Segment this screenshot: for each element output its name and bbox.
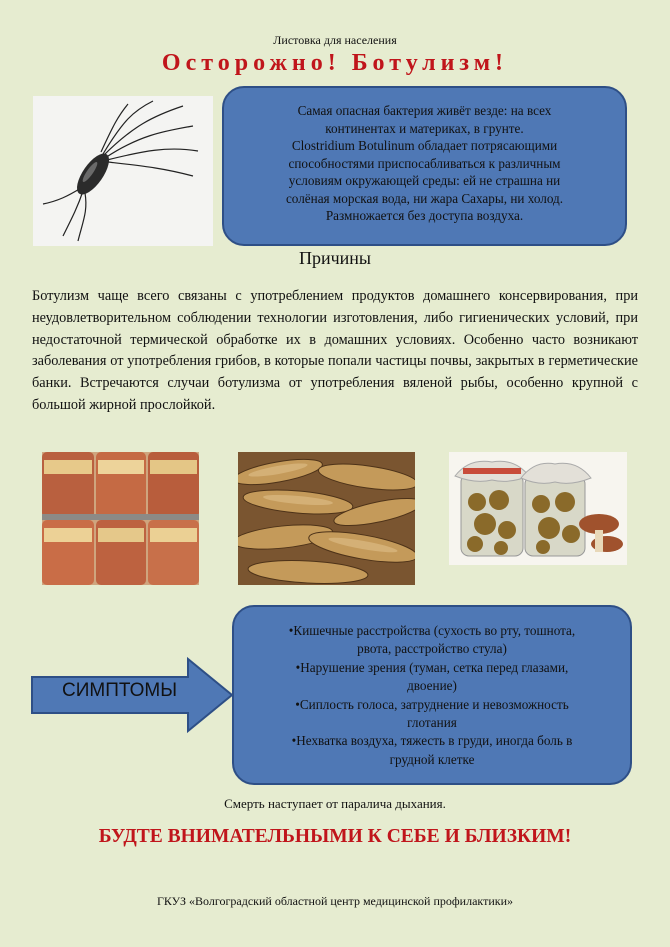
intro-line: континентах и материках, в грунте. (325, 120, 524, 136)
intro-line: способностями приспосабливаться к различным (288, 155, 561, 171)
intro-line: Размножается без доступа воздуха. (325, 208, 524, 223)
causes-paragraph: Ботулизм чаще всего связаны с употреблением продуктов домашнего консервирования, при неудовлетворительном соблюдении технологии изготовления, либо гигиенических условий, при недостаточной термической обработке их в домашних условиях. Особенно часто возникают заболевания от употребления грибов, в которые попали частицы почвы, закрытых в герметические банки. Встречаются случаи ботулизма от употребления вяленой рыбы, особенно крупной с большой жирной прослойкой. (32, 288, 638, 413)
symptoms-box (232, 605, 632, 785)
intro-line: Clostridium Botulinum обладает потрясающими (291, 138, 558, 153)
symptom-line: •Кишечные расстройства (сухость во рту, тошнота, (288, 623, 576, 638)
mushroom-jars-image (449, 452, 627, 565)
slogan: БУДТЕ ВНИМАТЕЛЬНЫМИ К СЕБЕ И БЛИЗКИМ! (98, 826, 572, 847)
leaflet-subtitle: Листовка для населения (273, 33, 397, 47)
page-title: Осторожно! Ботулизм! (161, 50, 509, 76)
intro-line: Самая опасная бактерия живёт везде: на всех (297, 103, 552, 118)
symptom-line: •Сиплость голоса, затруднение и невозможность (295, 696, 569, 712)
symptom-line: глотания (407, 715, 457, 731)
symptom-line: грудной клетке (389, 751, 475, 767)
intro-line: условиям окружающей среды: ей не страшна ни (288, 173, 561, 188)
symptom-line: •Нарушение зрения (туман, сетка перед глазами, (295, 659, 569, 675)
canned-meat-image (42, 452, 199, 585)
intro-line: солёная морская вода, ни жара Сахары, ни холод. (285, 190, 564, 206)
bacteria-image (33, 96, 213, 246)
symptoms-label: СИМПТОМЫ (62, 680, 178, 701)
causes-heading: Причины (298, 248, 372, 268)
death-note: Смерть наступает от паралича дыхания. (224, 796, 446, 811)
symptom-line: •Нехватка воздуха, тяжесть в груди, иногда боль в (291, 733, 573, 749)
intro-info-box (222, 86, 627, 246)
symptom-line: рвота, расстройство стула) (357, 641, 507, 657)
dried-fish-image (238, 452, 415, 585)
symptom-line: двоение) (407, 678, 457, 694)
footer-organization: ГКУЗ «Волгоградский областной центр медицинской профилактики» (156, 894, 513, 908)
